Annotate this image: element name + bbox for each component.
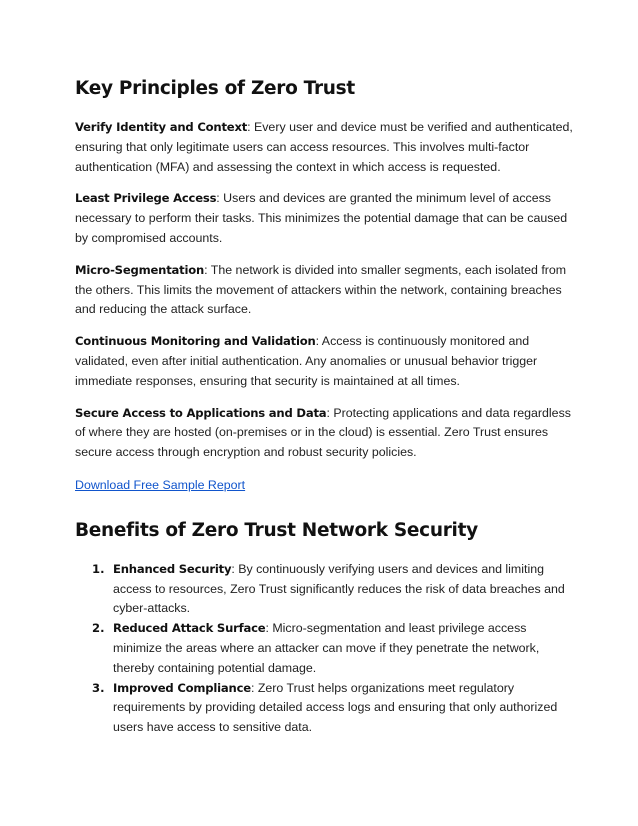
principle-paragraph	[75, 261, 578, 320]
principle-paragraph	[75, 332, 578, 391]
principle-paragraph	[75, 189, 578, 248]
benefit-text: : Micro-segmentation and least privilege access minimize the areas where an attacker can move if they penetrate the network, thereby containing potential damage.	[113, 621, 540, 675]
principle-paragraph	[75, 118, 578, 177]
principle-paragraph	[75, 404, 578, 463]
principle-text: : Protecting applications and data regardless of where they are hosted (on-premises or in the cloud) is essential. Zero Trust ensures secure access through encryption and robust security policies.	[75, 405, 571, 460]
benefits-list	[75, 560, 578, 738]
principle-text: : Users and devices are granted the minimum level of access necessary to perform their tasks. This minimizes the potential damage that can be caused by compromised accounts.	[75, 191, 568, 245]
principle-term: Least Privilege Access	[75, 191, 217, 206]
principle-text: : The network is divided into smaller segments, each isolated from the others. This limits the movement of attackers within the network, containing breaches and reducing the attack surface.	[75, 262, 567, 317]
list-item	[92, 619, 578, 678]
principle-text: : Access is continuously monitored and validated, even after initial authentication. Any anomalies or unusual behavior trigger immediate responses, ensuring that security is maintained at all times.	[75, 334, 538, 388]
benefit-term: Reduced Attack Surface	[113, 621, 266, 636]
section-heading-benefits: Benefits of Zero Trust Network Security	[75, 519, 478, 541]
benefit-text: : By continuously verifying users and devices and limiting access to resources, Zero Trust significantly reduces the risk of data breaches and cyber-attacks.	[113, 561, 565, 616]
list-item-number: 1.	[92, 561, 105, 576]
principle-term: Continuous Monitoring and Validation	[75, 334, 316, 349]
benefit-text: : Zero Trust helps organizations meet regulatory requirements by providing detailed access logs and ensuring that only authorized users have access to sensitive data.	[113, 680, 558, 735]
principle-term: Verify Identity and Context	[75, 120, 248, 134]
list-item-number: 3.	[92, 680, 105, 695]
list-item	[92, 560, 578, 619]
section-heading-principles: Key Principles of Zero Trust	[75, 78, 355, 99]
benefit-term: Enhanced Security	[113, 561, 232, 576]
download-sample-report-link[interactable]: Download Free Sample Report	[75, 477, 246, 492]
principle-term: Secure Access to Applications and Data	[75, 405, 327, 420]
list-item-number: 2.	[92, 621, 105, 636]
benefit-term: Improved Compliance	[113, 680, 251, 695]
principle-text: : Every user and device must be verified and authenticated, ensuring that only legitimate users can access resources. This involves multi-factor authentication (MFA) and assessing the context in which access is requested.	[75, 120, 573, 174]
list-item	[92, 679, 578, 738]
principle-term: Micro-Segmentation	[75, 262, 205, 277]
